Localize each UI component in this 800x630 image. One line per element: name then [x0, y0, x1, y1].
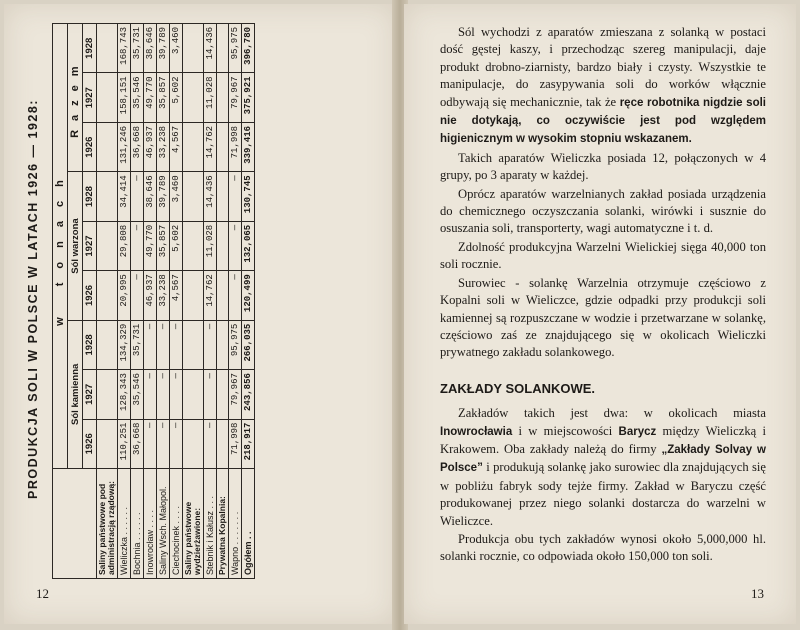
value-cell: 131,246 — [117, 122, 130, 171]
value-cell: 35,731 — [130, 320, 143, 369]
value-cell: 128,343 — [117, 370, 130, 419]
group-row — [182, 24, 203, 579]
value-cell: — — [169, 419, 182, 468]
total-cell: 132,065 — [241, 221, 254, 270]
value-cell: — — [228, 221, 241, 270]
total-cell: 120,499 — [241, 271, 254, 320]
table-row — [117, 24, 130, 579]
empty-cell — [182, 122, 203, 171]
year-header: 1927 — [83, 73, 97, 122]
value-cell: — — [203, 320, 216, 369]
empty-cell — [216, 419, 228, 468]
value-cell: 38,646 — [143, 24, 156, 74]
value-cell: 39,789 — [156, 24, 169, 74]
value-cell: — — [203, 419, 216, 468]
value-cell: 35,731 — [130, 24, 143, 74]
row-label: Bochnia . . . . . . — [130, 469, 143, 579]
empty-cell — [182, 221, 203, 270]
table-row — [203, 24, 216, 579]
value-cell: 20,995 — [117, 271, 130, 320]
table-row — [143, 24, 156, 579]
value-cell: 46,937 — [143, 271, 156, 320]
value-cell: — — [130, 172, 143, 221]
value-cell: — — [228, 172, 241, 221]
empty-cell — [216, 73, 228, 122]
paragraph-3: Oprócz aparatów warzelnianych zakład posiada urządzenia do chemicznego oczyszczania solanki, wirówki i susznie do osuszania soli, transporterty, wagi automatyczne i t. d. — [440, 186, 766, 236]
paragraph-4: Zdolność produkcyjna Warzelni Wielickiej sięga 40,000 ton soli rocznie. — [440, 239, 766, 272]
row-label: Ciechocinek . . . . — [169, 469, 182, 579]
value-cell: 79,967 — [228, 73, 241, 122]
row-label: Wapno . . . . . . . — [228, 469, 241, 579]
header-w-tonach: w tonach — [53, 24, 68, 469]
value-cell: — — [169, 320, 182, 369]
value-cell: — — [143, 320, 156, 369]
rotated-table-area — [22, 14, 387, 584]
rotated-table — [22, 19, 372, 579]
year-header: 1926 — [83, 271, 97, 320]
group-row — [97, 24, 118, 579]
value-cell: 71,998 — [228, 419, 241, 468]
value-cell: 49,770 — [143, 221, 156, 270]
paragraph-1: Sól wychodzi z aparatów zmieszana z solanką w postaci dość gęstej kaszy, i przechodząc szereg manipulacji, daje produkt drobno-ziarnisty, bardzo biały i czysty. Wszystkie te manipulacje, do zasypywania soli do worków włącznie odbywają się mechanicznie, tak że ręce robotnika nigdzie soli nie dotykają, co oczywiście jest pod względem higienicznym w wysokim stopniu wskazanem. — [440, 25, 766, 146]
value-cell: 134,329 — [117, 320, 130, 369]
total-cell: 375,921 — [241, 73, 254, 122]
value-cell: — — [203, 370, 216, 419]
left-page — [4, 4, 396, 624]
empty-cell — [97, 24, 118, 74]
value-cell: 34,414 — [117, 172, 130, 221]
row-label: Stebnik i Kałusz . . . — [203, 469, 216, 579]
value-cell: 35,857 — [156, 73, 169, 122]
value-cell: 3,460 — [169, 24, 182, 74]
paragraph-6: Zakładów takich jest dwa: w okolicach miasta Inowrocławia i w miejscowości Barycz między Wieliczką i Krakowem. Oba zakłady należą do firmy „Zakłady Solvay w Polsce” i produkują solankę jako surowiec dla znajdujących się w pobliżu fabryk sody tejże firmy. Zakład w Baryczu część produkowanej przez niego solanki dostarcza do warzelni w Wieliczce. — [440, 406, 766, 528]
total-cell: 130,745 — [241, 172, 254, 221]
table-row — [156, 24, 169, 579]
value-cell: 71,998 — [228, 122, 241, 171]
empty-cell — [97, 73, 118, 122]
total-cell: 243,856 — [241, 370, 254, 419]
value-cell: 14,762 — [203, 122, 216, 171]
value-cell: 11,028 — [203, 221, 216, 270]
section-heading: ZAKŁADY SOLANKOWE. — [440, 380, 596, 396]
group-title: Prywatna Kopalnia: — [216, 469, 228, 579]
table-row — [228, 24, 241, 579]
value-cell: 5,602 — [169, 221, 182, 270]
value-cell: 49,770 — [143, 73, 156, 122]
empty-cell — [182, 73, 203, 122]
value-cell: 35,546 — [130, 73, 143, 122]
header-razem: Razem — [68, 24, 83, 172]
total-cell: 266,035 — [241, 320, 254, 369]
value-cell: — — [156, 419, 169, 468]
empty-cell — [97, 172, 118, 221]
table-row — [169, 24, 182, 579]
total-cell: 218,917 — [241, 419, 254, 468]
value-cell: — — [130, 271, 143, 320]
paragraph-7: Produkcja obu tych zakładów wynosi około 5,000,000 hl. solanki rocznie, co odpowiada około 150,000 ton soli. — [440, 531, 766, 564]
total-label: Ogółem . . — [241, 469, 254, 579]
empty-cell — [182, 370, 203, 419]
value-cell: 33,238 — [156, 122, 169, 171]
value-cell: — — [143, 370, 156, 419]
value-cell: 110,251 — [117, 419, 130, 468]
row-label: Saliny Wsch. Małopol. — [156, 469, 169, 579]
empty-cell — [182, 24, 203, 74]
value-cell: 5,602 — [169, 73, 182, 122]
value-cell: — — [169, 370, 182, 419]
year-header: 1928 — [83, 172, 97, 221]
value-cell: 95,975 — [228, 24, 241, 74]
value-cell: 14,762 — [203, 271, 216, 320]
empty-cell — [97, 419, 118, 468]
empty-cell — [182, 172, 203, 221]
empty-cell — [216, 370, 228, 419]
empty-cell — [97, 271, 118, 320]
year-header: 1926 — [83, 419, 97, 468]
value-cell: 79,967 — [228, 370, 241, 419]
total-row — [241, 24, 254, 579]
value-cell: 36,668 — [130, 122, 143, 171]
total-cell: 396,780 — [241, 24, 254, 74]
paragraph-5: Surowiec - solankę Warzelnia otrzymuje częściowo z Kopalni soli w Wieliczce, gdzie odpadki przy produkcji soli kamiennej są rozpuszczane w wodzie i przetwarzane w solankę, częściowo zaś ze znajdującego się w okolicach Wieliczki prywatnego zakładu solankowego. — [440, 275, 766, 360]
group-title: Saliny państwowe pod administracją rządową: — [97, 469, 118, 579]
table-body — [97, 24, 255, 579]
empty-cell — [97, 370, 118, 419]
group-row — [216, 24, 228, 579]
page-number-right: 13 — [751, 586, 764, 601]
table-title: PRODUKCJA SOLI W POLSCE W LATACH 1926 — 1928: — [26, 99, 40, 499]
header-corner — [53, 469, 97, 579]
empty-cell — [182, 419, 203, 468]
empty-cell — [182, 320, 203, 369]
value-cell: 46,937 — [143, 122, 156, 171]
value-cell: 29,808 — [117, 221, 130, 270]
paragraph-2: Takich aparatów Wieliczka posiada 12, połączonych w 4 grupy, po 3 aparaty w każdej. — [440, 150, 766, 183]
year-header: 1926 — [83, 122, 97, 171]
empty-cell — [182, 271, 203, 320]
value-cell: 3,460 — [169, 172, 182, 221]
table-row — [130, 24, 143, 579]
empty-cell — [216, 271, 228, 320]
header-sol-kamienna: Sól kamienna — [68, 320, 83, 468]
value-cell: 36,668 — [130, 419, 143, 468]
empty-cell — [216, 122, 228, 171]
page-number-left: 12 — [36, 586, 49, 601]
year-header: 1927 — [83, 221, 97, 270]
value-cell: — — [130, 221, 143, 270]
value-cell: 33,238 — [156, 271, 169, 320]
year-header: 1928 — [83, 24, 97, 74]
salt-production-table — [52, 23, 255, 579]
value-cell: 4,567 — [169, 271, 182, 320]
value-cell: 168,743 — [117, 24, 130, 74]
row-label: Inowrocław . . . . — [143, 469, 156, 579]
empty-cell — [97, 221, 118, 270]
header-sol-warzona: Sól warzona — [68, 172, 83, 320]
empty-cell — [216, 24, 228, 74]
value-cell: 35,546 — [130, 370, 143, 419]
value-cell: — — [143, 419, 156, 468]
value-cell: — — [156, 320, 169, 369]
year-header: 1928 — [83, 320, 97, 369]
value-cell: 14,436 — [203, 172, 216, 221]
empty-cell — [216, 221, 228, 270]
value-cell: 158,151 — [117, 73, 130, 122]
value-cell: 35,857 — [156, 221, 169, 270]
empty-cell — [97, 320, 118, 369]
right-page-text — [440, 24, 766, 567]
row-label: Wieliczka . . . . . . — [117, 469, 130, 579]
value-cell: 11,028 — [203, 73, 216, 122]
value-cell: 14,436 — [203, 24, 216, 74]
right-page — [404, 4, 796, 624]
value-cell: 95,975 — [228, 320, 241, 369]
empty-cell — [97, 122, 118, 171]
year-header: 1927 — [83, 370, 97, 419]
empty-cell — [216, 172, 228, 221]
value-cell: — — [156, 370, 169, 419]
total-cell: 339,416 — [241, 122, 254, 171]
value-cell: 38,646 — [143, 172, 156, 221]
value-cell: — — [228, 271, 241, 320]
empty-cell — [216, 320, 228, 369]
group-title: Saliny państwowe wydzierżawione: — [182, 469, 203, 579]
value-cell: 4,567 — [169, 122, 182, 171]
value-cell: 39,789 — [156, 172, 169, 221]
